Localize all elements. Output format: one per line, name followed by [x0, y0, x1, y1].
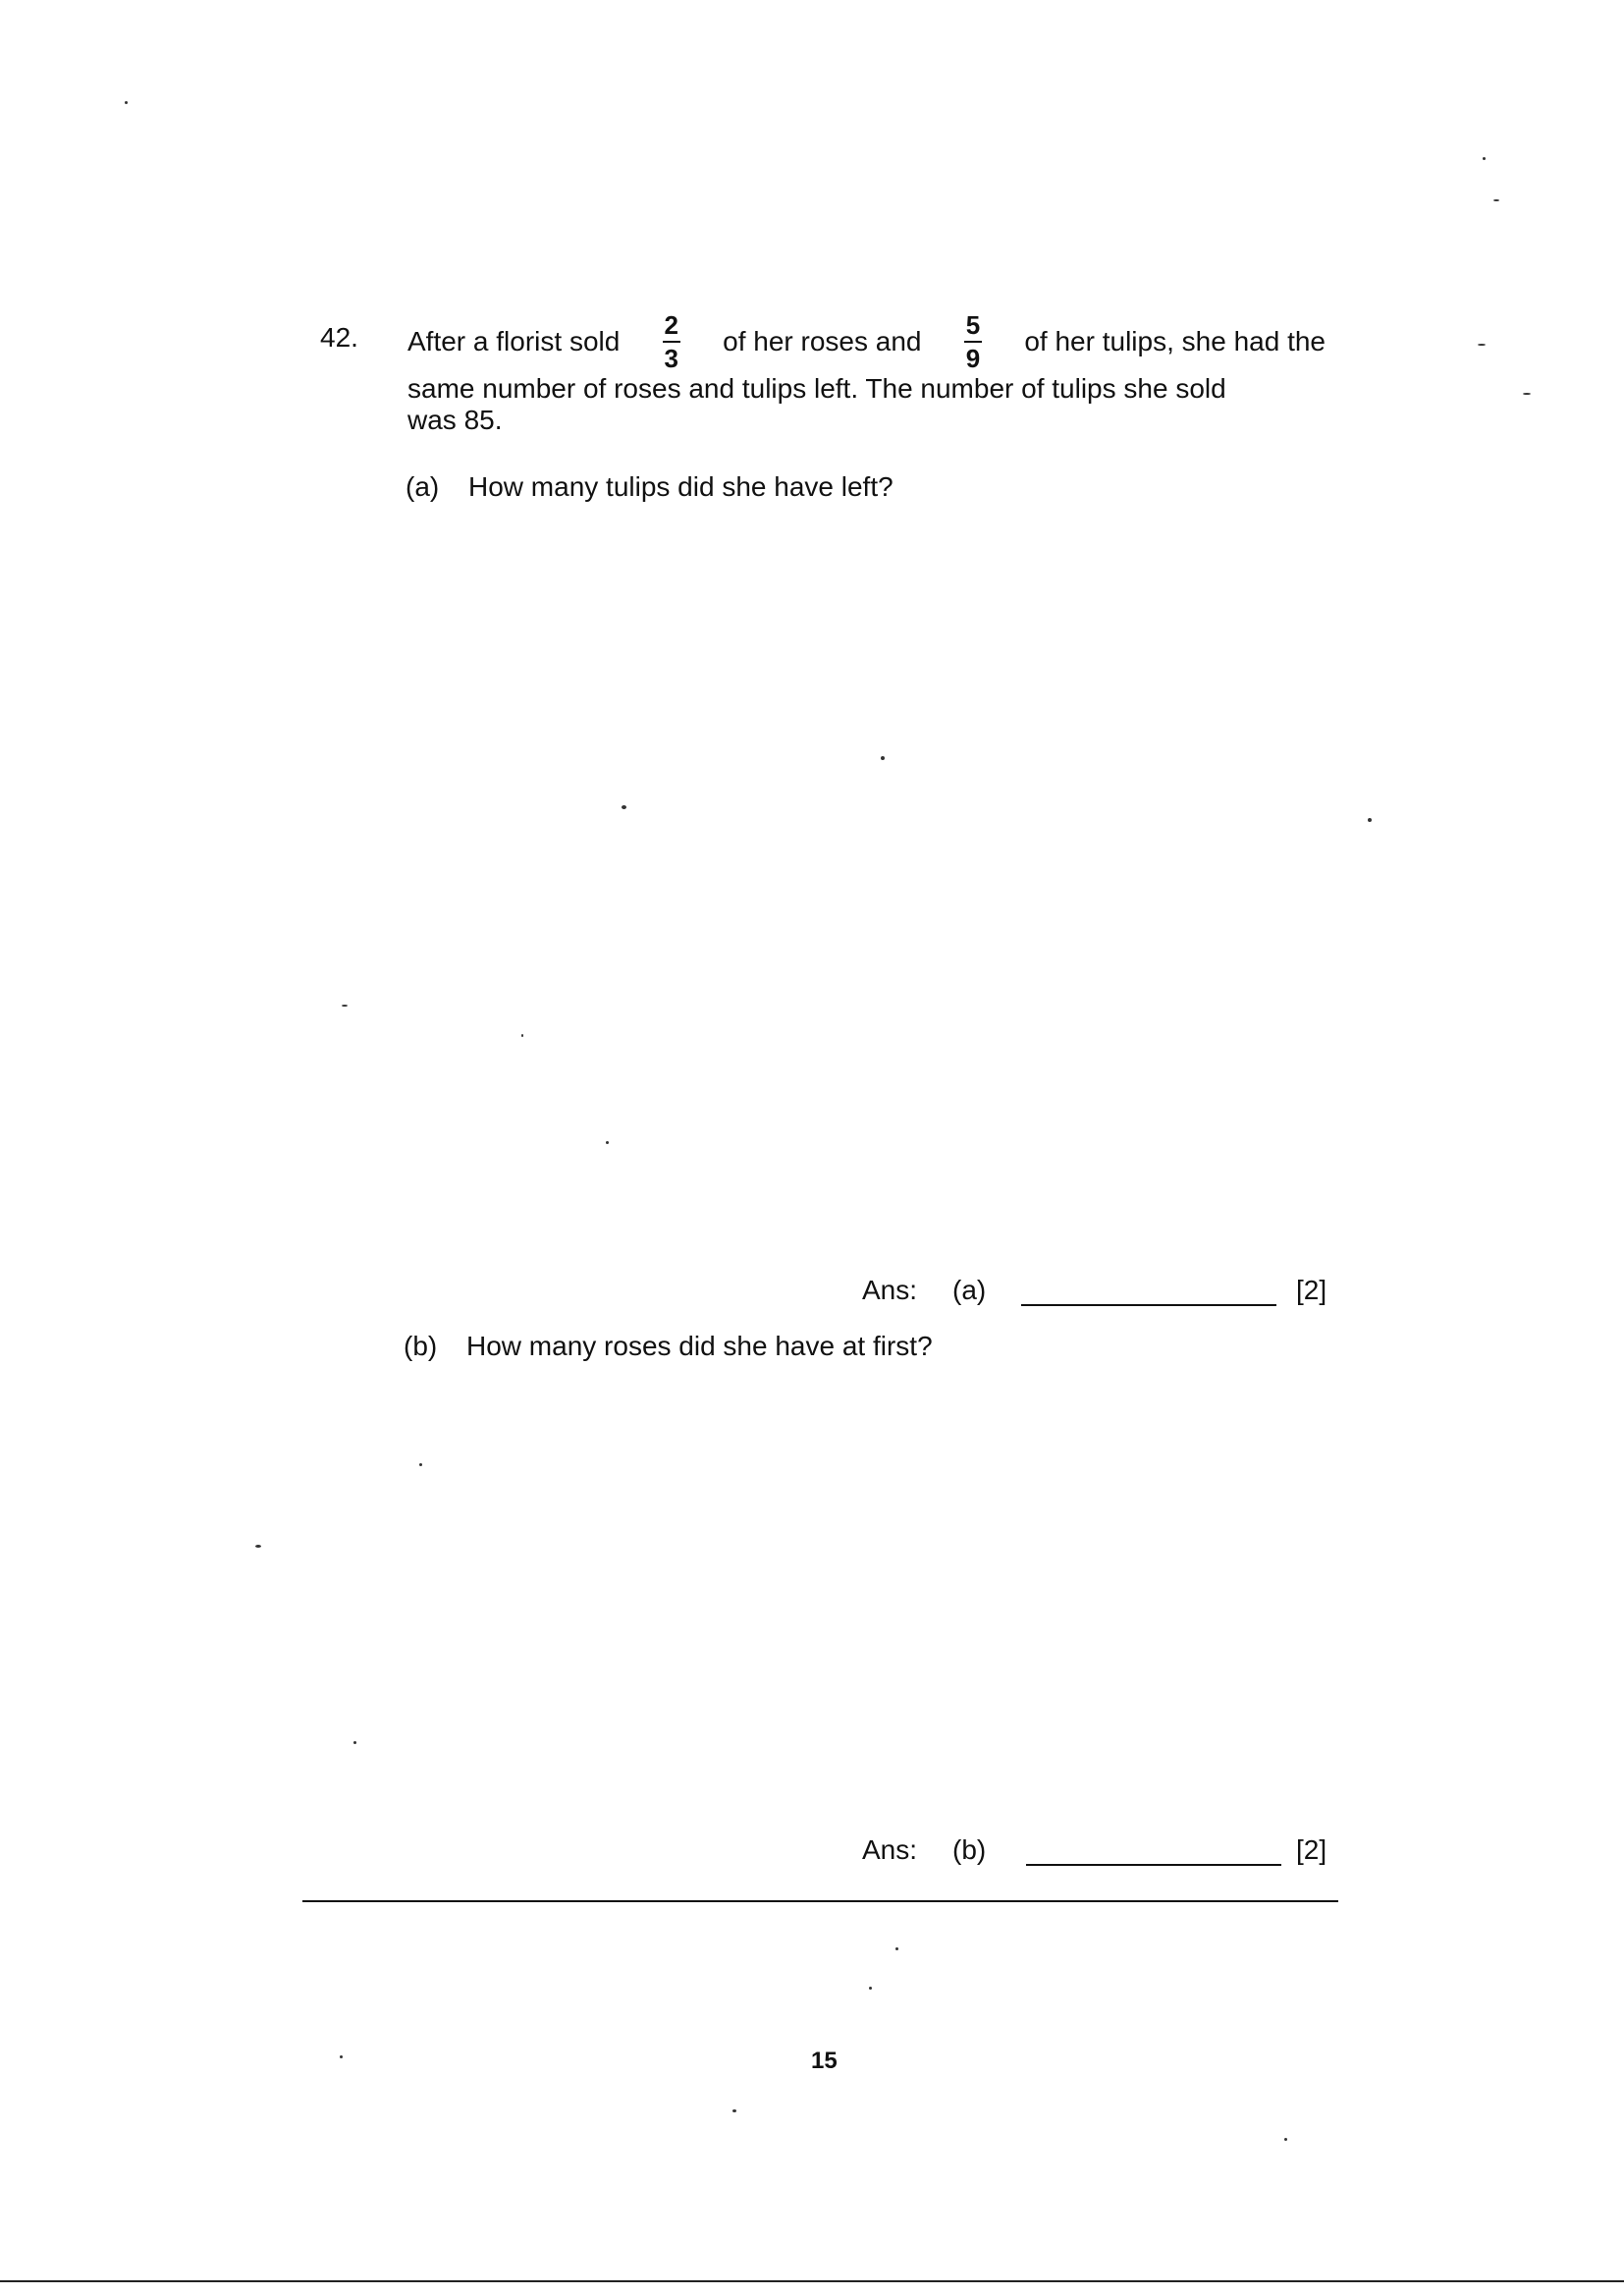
answer-part-label: (b)	[952, 1834, 987, 1865]
marks-b: [2]	[1296, 1834, 1327, 1865]
fraction-two-thirds	[663, 311, 680, 372]
part-a-question	[406, 471, 893, 503]
question-stem-line-2: same number of roses and tulips left. The number of tulips she sold	[407, 373, 1226, 404]
scan-speck	[1478, 344, 1486, 346]
question-stem-line-1	[407, 304, 1326, 379]
part-a-label: (a)	[406, 471, 440, 502]
part-b-question	[404, 1331, 933, 1362]
answer-word: Ans:	[862, 1834, 918, 1865]
scan-speck	[1284, 2138, 1287, 2141]
scan-speck	[1523, 393, 1531, 395]
scan-speck	[895, 1947, 898, 1950]
fraction-numerator: 5	[965, 310, 981, 340]
fraction-bar	[663, 341, 680, 343]
fraction-five-ninths	[964, 311, 982, 372]
stem-text-before-fraction: After a florist sold	[407, 326, 621, 356]
fraction-denominator: 3	[664, 344, 678, 373]
marks-a: [2]	[1296, 1275, 1327, 1305]
stem-text-between-fractions: of her roses and	[723, 326, 922, 356]
scan-speck	[881, 756, 885, 760]
scan-speck	[1483, 157, 1486, 160]
answer-word: Ans:	[862, 1275, 918, 1305]
fraction-numerator: 2	[664, 310, 678, 340]
scan-speck	[340, 2055, 343, 2058]
part-a-text: How many tulips did she have left?	[468, 471, 893, 502]
question-stem-line-3: was 85.	[407, 405, 503, 435]
answer-blank-a[interactable]	[1021, 1304, 1276, 1306]
scan-speck	[1368, 818, 1372, 822]
scan-speck	[1493, 199, 1499, 201]
scan-speck	[869, 1987, 872, 1990]
scan-speck	[622, 805, 626, 809]
section-divider	[302, 1900, 1338, 1902]
scan-edge-line	[0, 2280, 1624, 2282]
scan-speck	[353, 1741, 356, 1744]
part-b-text: How many roses did she have at first?	[466, 1331, 933, 1361]
fraction-bar	[964, 341, 982, 343]
page-number: 15	[811, 2048, 838, 2074]
part-b-label: (b)	[404, 1331, 438, 1361]
scan-speck	[419, 1463, 422, 1466]
scan-speck	[606, 1141, 609, 1144]
stem-text-after-fraction: of her tulips, she had the	[1024, 326, 1326, 356]
fraction-denominator: 9	[965, 344, 981, 373]
scan-speck	[255, 1545, 261, 1548]
question-number: 42.	[320, 322, 358, 353]
scan-speck	[342, 1005, 348, 1007]
scan-speck	[732, 2109, 736, 2112]
scan-speck	[521, 1034, 523, 1037]
scan-speck	[125, 101, 128, 104]
answer-part-label: (a)	[952, 1275, 987, 1305]
answer-blank-b[interactable]	[1026, 1864, 1281, 1866]
